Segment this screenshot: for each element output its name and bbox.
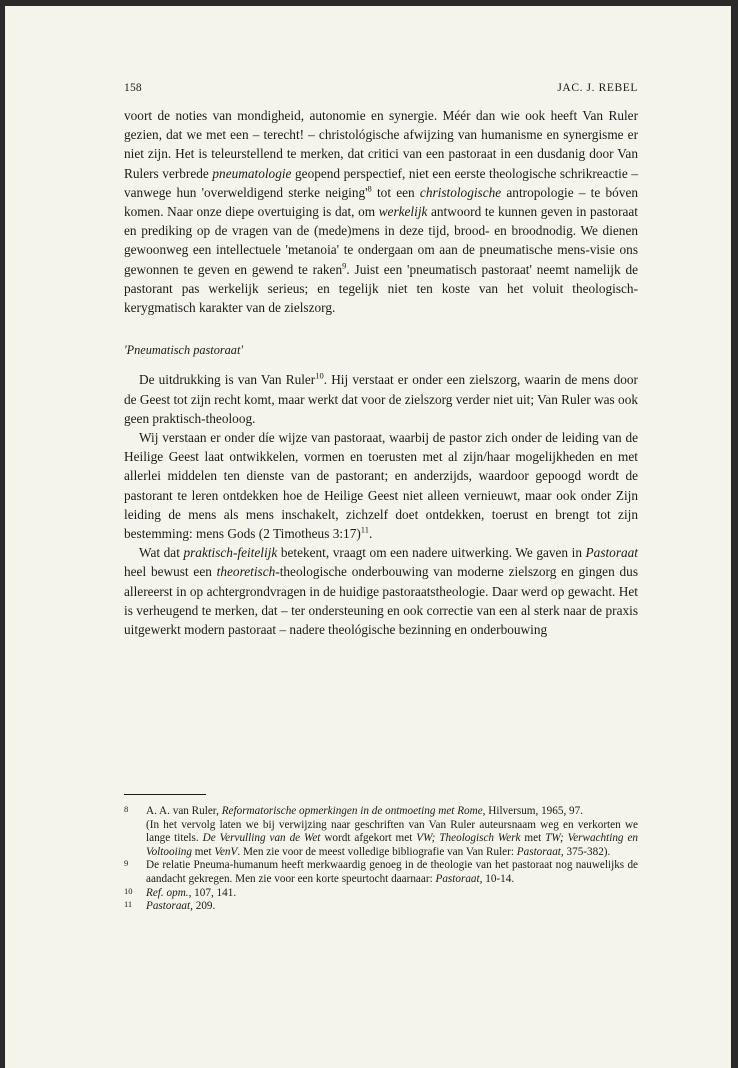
section-heading: 'Pneumatisch pastoraat' [124, 343, 243, 358]
running-head-author: JAC. J. REBEL [557, 82, 638, 94]
paragraph-2: De uitdrukking is van Van Ruler$^{10}$. Hij verstaat er onder een zielszorg, waarin de mens door de Geest tot zijn recht komt, maar werkt dat voor de zielszorg verder niet uit; Van Ruler was ook geen praktisch-theoloog. [124, 371, 638, 426]
footnote-ref-9: 9 [342, 260, 347, 271]
page-number: 158 [124, 82, 142, 94]
footnote-ref-10: 10 [315, 371, 324, 382]
footnote-10: 10 Ref. opm., 107, 141. [124, 885, 237, 899]
scan-border-right [731, 0, 738, 1068]
footnote-mark: 11 [124, 899, 133, 910]
body-text [124, 106, 638, 639]
footnote-ref-11: 11 [360, 524, 369, 535]
footnote-mark: 8 [124, 804, 129, 814]
footnotes [124, 805, 638, 914]
footnote-line: (In het vervolg laten we bij verwijzing naar geschriften van Van Ruler auteursnaam weg en verkorten we lange titels. De Vervulling van de Wet wordt afgekort met VW; Theologisch Werk met TW; Verwachting en Voltooiing met VenV. Men zie voor de meest volledige bibliografie van Van Ruler: Pastoraat, 375-382). [146, 818, 639, 858]
footnote-8 [124, 805, 638, 859]
paragraph-4: Wat dat praktisch-feitelijk betekent, vraagt om een nadere uitwerking. We gaven in Pastoraat heel bewust een theoretisch-theologische onderbouwing van moderne zielszorg en gingen dus allereerst in op achtergrondvragen in de huidige pastoraatstheologie. Daar werd op gewacht. Het is verheugend te merken, dat – ter ondersteuning en ook correctie van een al sterk naar de praxis uitgewerkt modern pastoraat – nadere theológische bezinning en onderbouwing [124, 545, 639, 638]
paragraph-3: Wij verstaan er onder díe wijze van pastoraat, waarbij de pastor zich onder de leiding van de Heilige Geest laat ontwikkelen, vormen en toerusten met al zijn/haar mogelijkheden en met allerlei middelen ten dienste van de pastorant; en anderzijds, waardoor gepoogd wordt de pastorant te leren ontdekken hoe de Heilige Geest niet alleen vernieuwt, maar ook onder Zijn leiding de mens als mens inschakelt, zichzelf doet ontdekken, toerust en brengt tot zijn bestemming: mens Gods (2 Timotheus 3:17)$^{11}$. [124, 430, 638, 542]
footnote-divider [124, 794, 206, 795]
footnote-mark: 10 [124, 885, 133, 896]
footnote-mark: 9 [124, 858, 129, 869]
paragraph-1: voort de noties van mondigheid, autonomie en synergie. Méér dan wie ook heeft Van Ruler gezien, dat we met een – terecht! – christológische afwijzing van humanisme en synergisme er niet zijn. Het is teleurstellend te merken, dat critici van een pastoraat in een dusdanig door Van Rulers verbrede pneumatologie geopend perspectief, niet een eerste theologische schrikreactie – vanwege hun 'overweldigend sterke $neiging'^8$ tot een christologische antropologie – te bóven komen. Naar onze diepe overtuiging is dat, om werkelijk antwoord te kunnen geven in pastoraat en prediking op de vragen van de (mede)mens in deze tijd, brood- en broodnodig. We dienen gewoonweg een intellectuele 'metanoia' te ondergaan om aan de pneumatische mens-visie ons gewonnen te geven en gewend te raken$^9$. Juist een 'pneumatisch pastoraat' neemt namelijk de pastorant pas werkelijk serieus; en tegelijk niet ten koste van het voluit theologisch-kerygmatisch karakter van de zielszorg. [124, 108, 639, 316]
footnote-11: 11 Pastoraat, 209. [124, 899, 216, 913]
footnote-9: 9 De relatie Pneuma-humanum heeft merkwaardig genoeg in de theologie van het pastoraat nog nauwelijks de aandacht gekregen. Men zie voor een korte speurtocht daarnaar: Pastoraat, 10-14. [124, 858, 638, 885]
footnote-line: A. A. van Ruler, Reformatorische opmerkingen in de ontmoeting met Rome, Hilversum, 1965, 97. [146, 805, 584, 817]
footnote-ref-8: 8 [367, 183, 372, 194]
